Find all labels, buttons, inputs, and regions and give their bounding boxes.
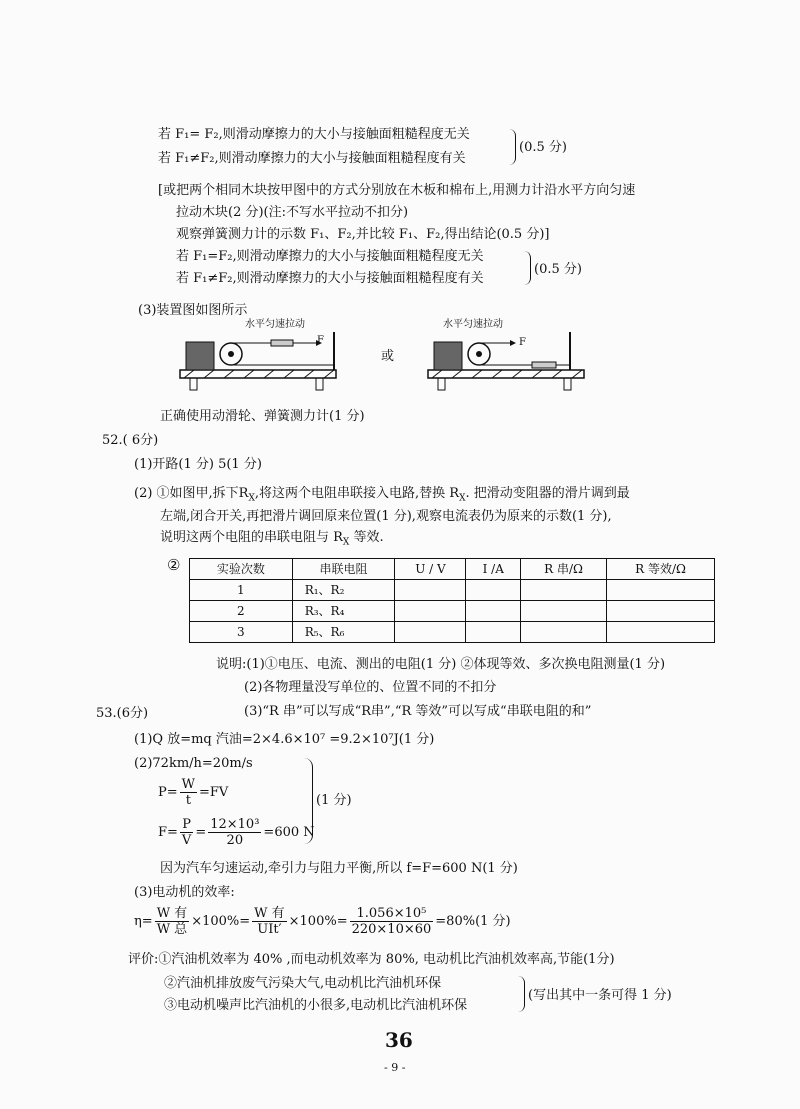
text-line: 若 F₁≠F₂,则滑动摩擦力的大小与接触面粗糙程度有关 [158, 151, 466, 166]
diagram-label: F [317, 335, 324, 346]
section-number: 36 [385, 1028, 413, 1052]
table-header: I /A [466, 559, 521, 580]
diagram-label: 水平匀速拉动 [443, 319, 503, 330]
table-cell: R₅、R₆ [292, 622, 395, 643]
text-line: (1)Q 放=mq 汽油=2×4.6×10⁷ =9.2×10⁷J(1 分) [134, 732, 435, 747]
score-label: (写出其中一条可得 1 分) [528, 988, 672, 1003]
question-heading: 53.(6分) [96, 706, 149, 721]
text-line: 说明这两个电阻的串联电阻与 $R_X$ 等效. [160, 530, 384, 548]
text-line: ②汽油机排放废气污染大气,电动机比汽油机环保 [164, 976, 442, 991]
text-line: ③电动机噪声比汽油机的小很多,电动机比汽油机环保 [164, 998, 468, 1013]
text-line: (3)装置图如图所示 [138, 303, 248, 318]
table-cell [520, 622, 606, 643]
experiment-table [189, 558, 715, 643]
text-line: 左端,闭合开关,再把滑片调回原来位置(1 分),观察电流表仍为原来的示数(1 分), [160, 509, 612, 524]
table-header: 实验次数 [190, 559, 293, 580]
table-row [190, 601, 715, 622]
diagram-label: 水平匀速拉动 [245, 319, 305, 330]
score-label: (1 分) [316, 793, 352, 808]
table-row [190, 580, 715, 601]
text-line: (3)电动机的效率: [134, 885, 235, 900]
table-cell [466, 601, 521, 622]
table-cell [607, 601, 715, 622]
text-line: 观察弹簧测力计的示数 F₁、F₂,并比较 F₁、F₂,得出结论(0.5 分)] [176, 227, 550, 242]
brace [304, 758, 313, 844]
table-cell [395, 601, 466, 622]
text-line: 评价:①汽油机效率为 40% ,而电动机效率为 80%, 电动机比汽油机效率高,节能(1分) [128, 952, 615, 967]
table-header-row [190, 559, 715, 580]
text-line: (2) ①如图甲,拆下$R_X$,将这两个电阻串联接入电路,替换 $R_X$. 把滑动变阻器的滑片调到最 [134, 486, 630, 504]
text-line: 因为汽车匀速运动,牵引力与阻力平衡,所以 f=F=600 N(1 分) [160, 861, 518, 876]
text-line: 拉动木块(2 分)(注:不写水平拉动不扣分) [176, 205, 409, 220]
page-number: - 9 - [384, 1061, 406, 1074]
apparatus-diagram-right [424, 319, 588, 394]
text-line: 正确使用动滑轮、弹簧测力计(1 分) [160, 409, 365, 424]
text-line: 若 F₁= F₂,则滑动摩擦力的大小与接触面粗糙程度无关 [158, 127, 470, 142]
text-line: [或把两个相同木块按甲图中的方式分别放在木板和棉布上,用测力计沿水平方向匀速 [158, 183, 636, 198]
table-cell [466, 622, 521, 643]
brace [509, 129, 516, 165]
table-header: U / V [395, 559, 466, 580]
note-line: (2)各物理量没写单位的、位置不同的不扣分 [244, 680, 497, 695]
text-line: 若 F₁=F₂,则滑动摩擦力的大小与接触面粗糙程度无关 [176, 249, 484, 264]
text-line: (2)72km/h=20m/s [134, 756, 253, 771]
brace [518, 976, 525, 1012]
table-cell: 1 [190, 580, 293, 601]
table-cell: 3 [190, 622, 293, 643]
note-line: 说明:(1)①电压、电流、测出的电阻(1 分) ②体现等效、多次换电阻测量(1 分) [216, 657, 666, 672]
text-line: 若 F₁≠F₂,则滑动摩擦力的大小与接触面粗糙程度有关 [176, 271, 484, 286]
text-or: 或 [381, 349, 395, 364]
table-cell [395, 622, 466, 643]
table-row [190, 622, 715, 643]
circle-number: ② [167, 556, 181, 574]
note-line: (3)“R 串”可以写成“R串”,“R 等效”可以写成“串联电阻的和” [244, 704, 592, 719]
table-cell [607, 622, 715, 643]
score-label: (0.5 分) [519, 140, 567, 155]
table-cell [395, 580, 466, 601]
table-cell: R₁、R₂ [292, 580, 395, 601]
score-label: (0.5 分) [534, 262, 582, 277]
equation-power: P= $\frac{W}{t}$ =FV [158, 777, 229, 808]
table-cell [466, 580, 521, 601]
table-cell [520, 580, 606, 601]
diagram-label: F [519, 337, 526, 348]
table-cell [520, 601, 606, 622]
table-cell [607, 580, 715, 601]
brace [524, 251, 531, 285]
table-cell: 2 [190, 601, 293, 622]
table-header: R 等效/Ω [607, 559, 715, 580]
apparatus-diagram-left [176, 319, 340, 394]
equation-force: F= $\frac{P}{V}$ = $\frac{\text{12×10³}}{20}$ =600 N [158, 817, 315, 848]
question-heading: 52.( 6分) [102, 433, 159, 448]
table-header: 串联电阻 [292, 559, 395, 580]
table-header: R 串/Ω [520, 559, 606, 580]
text-line: (1)开路(1 分) 5(1 分) [134, 457, 262, 472]
equation-efficiency: η= $\frac{\text{W 有}}{\text{W 总}}$ ×100%= $\frac{\text{W 有}}{\text{UIt′}}$ ×100%= $\frac{\text{1.056×10⁵}}{220\times 10\times 60}$ =80%(1 分) [134, 906, 511, 937]
table-cell: R₃、R₄ [292, 601, 395, 622]
